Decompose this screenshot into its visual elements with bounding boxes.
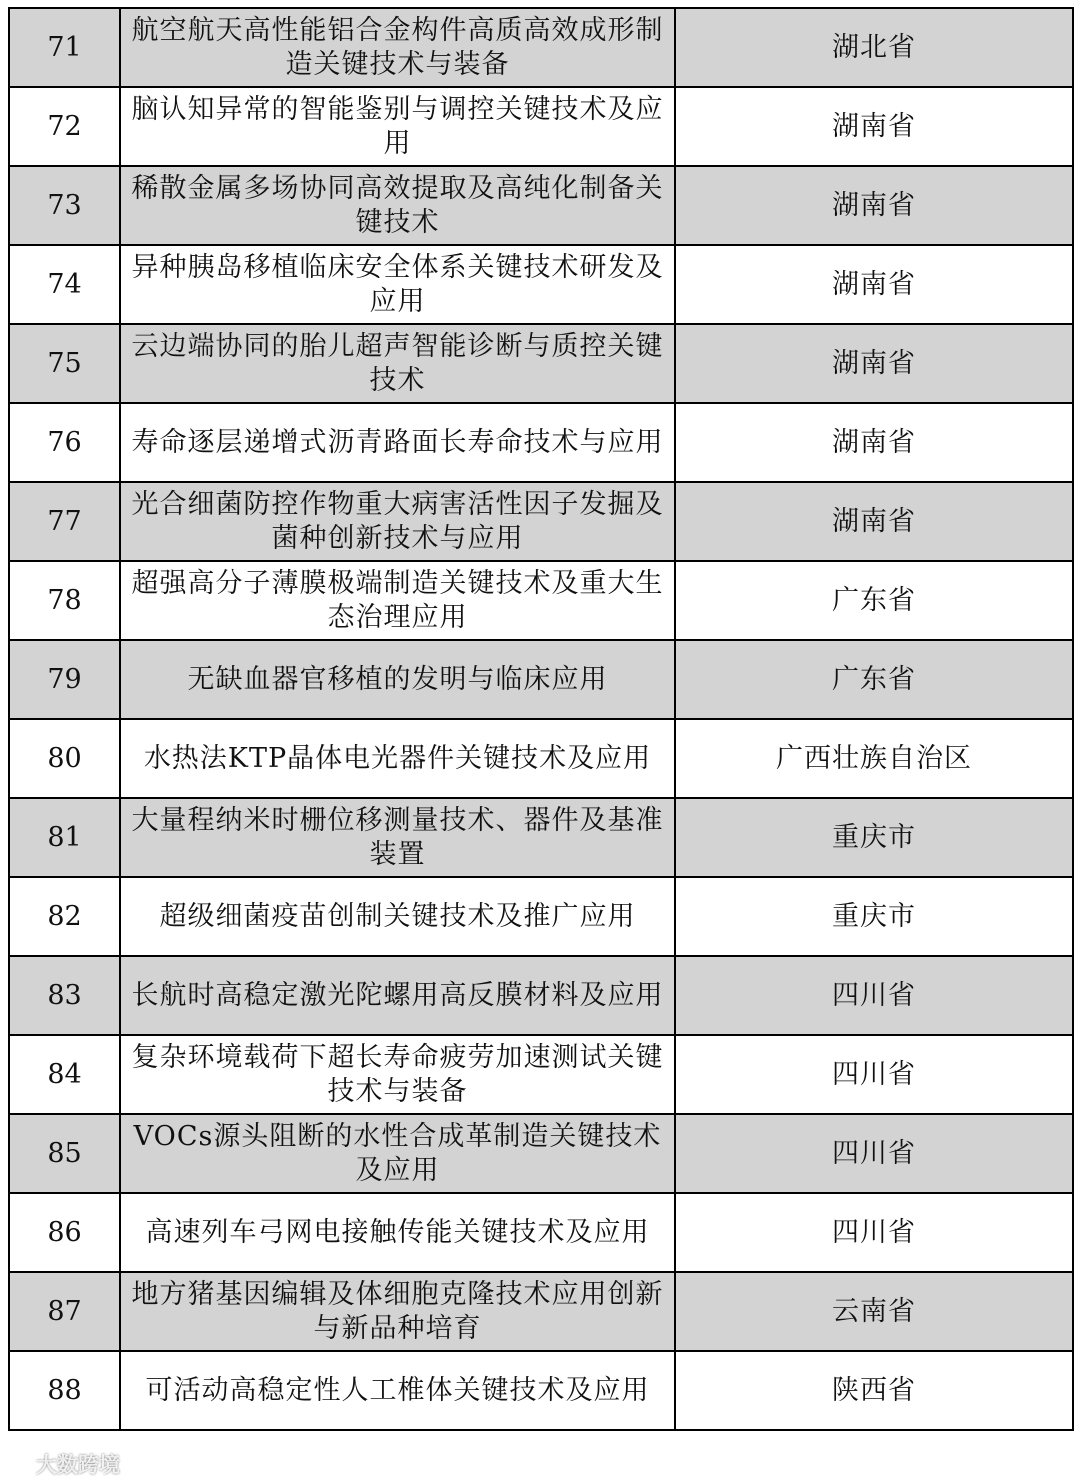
province-cell: 四川省	[675, 1035, 1073, 1114]
table-row	[9, 8, 1073, 87]
row-number-cell: 74	[9, 245, 120, 324]
table-row	[9, 245, 1073, 324]
project-name-cell: 稀散金属多场协同高效提取及高纯化制备关键技术	[120, 166, 675, 245]
project-name-cell: 复杂环境载荷下超长寿命疲劳加速测试关键技术与装备	[120, 1035, 675, 1114]
project-name-cell: 云边端协同的胎儿超声智能诊断与质控关键技术	[120, 324, 675, 403]
project-name-cell: VOCs源头阻断的水性合成革制造关键技术及应用	[120, 1114, 675, 1193]
table-row	[9, 1193, 1073, 1272]
province-cell: 四川省	[675, 1193, 1073, 1272]
row-number-cell: 79	[9, 640, 120, 719]
province-cell: 四川省	[675, 956, 1073, 1035]
province-cell: 湖南省	[675, 166, 1073, 245]
row-number-cell: 85	[9, 1114, 120, 1193]
table-row	[9, 166, 1073, 245]
table-row	[9, 1351, 1073, 1430]
province-cell: 湖南省	[675, 324, 1073, 403]
province-cell: 广东省	[675, 561, 1073, 640]
award-table-container	[8, 7, 1072, 1475]
table-row	[9, 877, 1073, 956]
row-number-cell: 82	[9, 877, 120, 956]
row-number-cell: 84	[9, 1035, 120, 1114]
watermark-text: 大数跨境	[36, 1453, 120, 1477]
project-name-cell: 无缺血器官移植的发明与临床应用	[120, 640, 675, 719]
province-cell: 云南省	[675, 1272, 1073, 1351]
table-row	[9, 403, 1073, 482]
row-number-cell: 72	[9, 87, 120, 166]
project-name-cell: 寿命逐层递增式沥青路面长寿命技术与应用	[120, 403, 675, 482]
table-row	[9, 561, 1073, 640]
row-number-cell: 87	[9, 1272, 120, 1351]
table-row	[9, 1272, 1073, 1351]
province-cell: 湖北省	[675, 8, 1073, 87]
project-name-cell: 超级细菌疫苗创制关键技术及推广应用	[120, 877, 675, 956]
row-number-cell: 80	[9, 719, 120, 798]
row-number-cell: 76	[9, 403, 120, 482]
project-name-cell: 大量程纳米时栅位移测量技术、器件及基准装置	[120, 798, 675, 877]
table-row	[9, 1114, 1073, 1193]
award-table	[8, 7, 1074, 1431]
row-number-cell: 73	[9, 166, 120, 245]
project-name-cell: 可活动高稳定性人工椎体关键技术及应用	[120, 1351, 675, 1430]
row-number-cell: 77	[9, 482, 120, 561]
project-name-cell: 脑认知异常的智能鉴别与调控关键技术及应用	[120, 87, 675, 166]
row-number-cell: 71	[9, 8, 120, 87]
row-number-cell: 78	[9, 561, 120, 640]
table-row	[9, 956, 1073, 1035]
row-number-cell: 83	[9, 956, 120, 1035]
project-name-cell: 高速列车弓网电接触传能关键技术及应用	[120, 1193, 675, 1272]
province-cell: 湖南省	[675, 87, 1073, 166]
province-cell: 广西壮族自治区	[675, 719, 1073, 798]
award-table-body	[9, 8, 1073, 1430]
table-row	[9, 87, 1073, 166]
project-name-cell: 长航时高稳定激光陀螺用高反膜材料及应用	[120, 956, 675, 1035]
province-cell: 重庆市	[675, 798, 1073, 877]
province-cell: 湖南省	[675, 482, 1073, 561]
row-number-cell: 81	[9, 798, 120, 877]
table-row	[9, 482, 1073, 561]
province-cell: 湖南省	[675, 403, 1073, 482]
table-row	[9, 640, 1073, 719]
province-cell: 四川省	[675, 1114, 1073, 1193]
province-cell: 陕西省	[675, 1351, 1073, 1430]
project-name-cell: 异种胰岛移植临床安全体系关键技术研发及应用	[120, 245, 675, 324]
table-row	[9, 719, 1073, 798]
table-row	[9, 1035, 1073, 1114]
row-number-cell: 86	[9, 1193, 120, 1272]
project-name-cell: 航空航天高性能铝合金构件高质高效成形制造关键技术与装备	[120, 8, 675, 87]
table-row	[9, 798, 1073, 877]
province-cell: 广东省	[675, 640, 1073, 719]
province-cell: 湖南省	[675, 245, 1073, 324]
project-name-cell: 水热法KTP晶体电光器件关键技术及应用	[120, 719, 675, 798]
province-cell: 重庆市	[675, 877, 1073, 956]
row-number-cell: 75	[9, 324, 120, 403]
project-name-cell: 光合细菌防控作物重大病害活性因子发掘及菌种创新技术与应用	[120, 482, 675, 561]
row-number-cell: 88	[9, 1351, 120, 1430]
project-name-cell: 地方猪基因编辑及体细胞克隆技术应用创新与新品种培育	[120, 1272, 675, 1351]
table-row	[9, 324, 1073, 403]
project-name-cell: 超强高分子薄膜极端制造关键技术及重大生态治理应用	[120, 561, 675, 640]
